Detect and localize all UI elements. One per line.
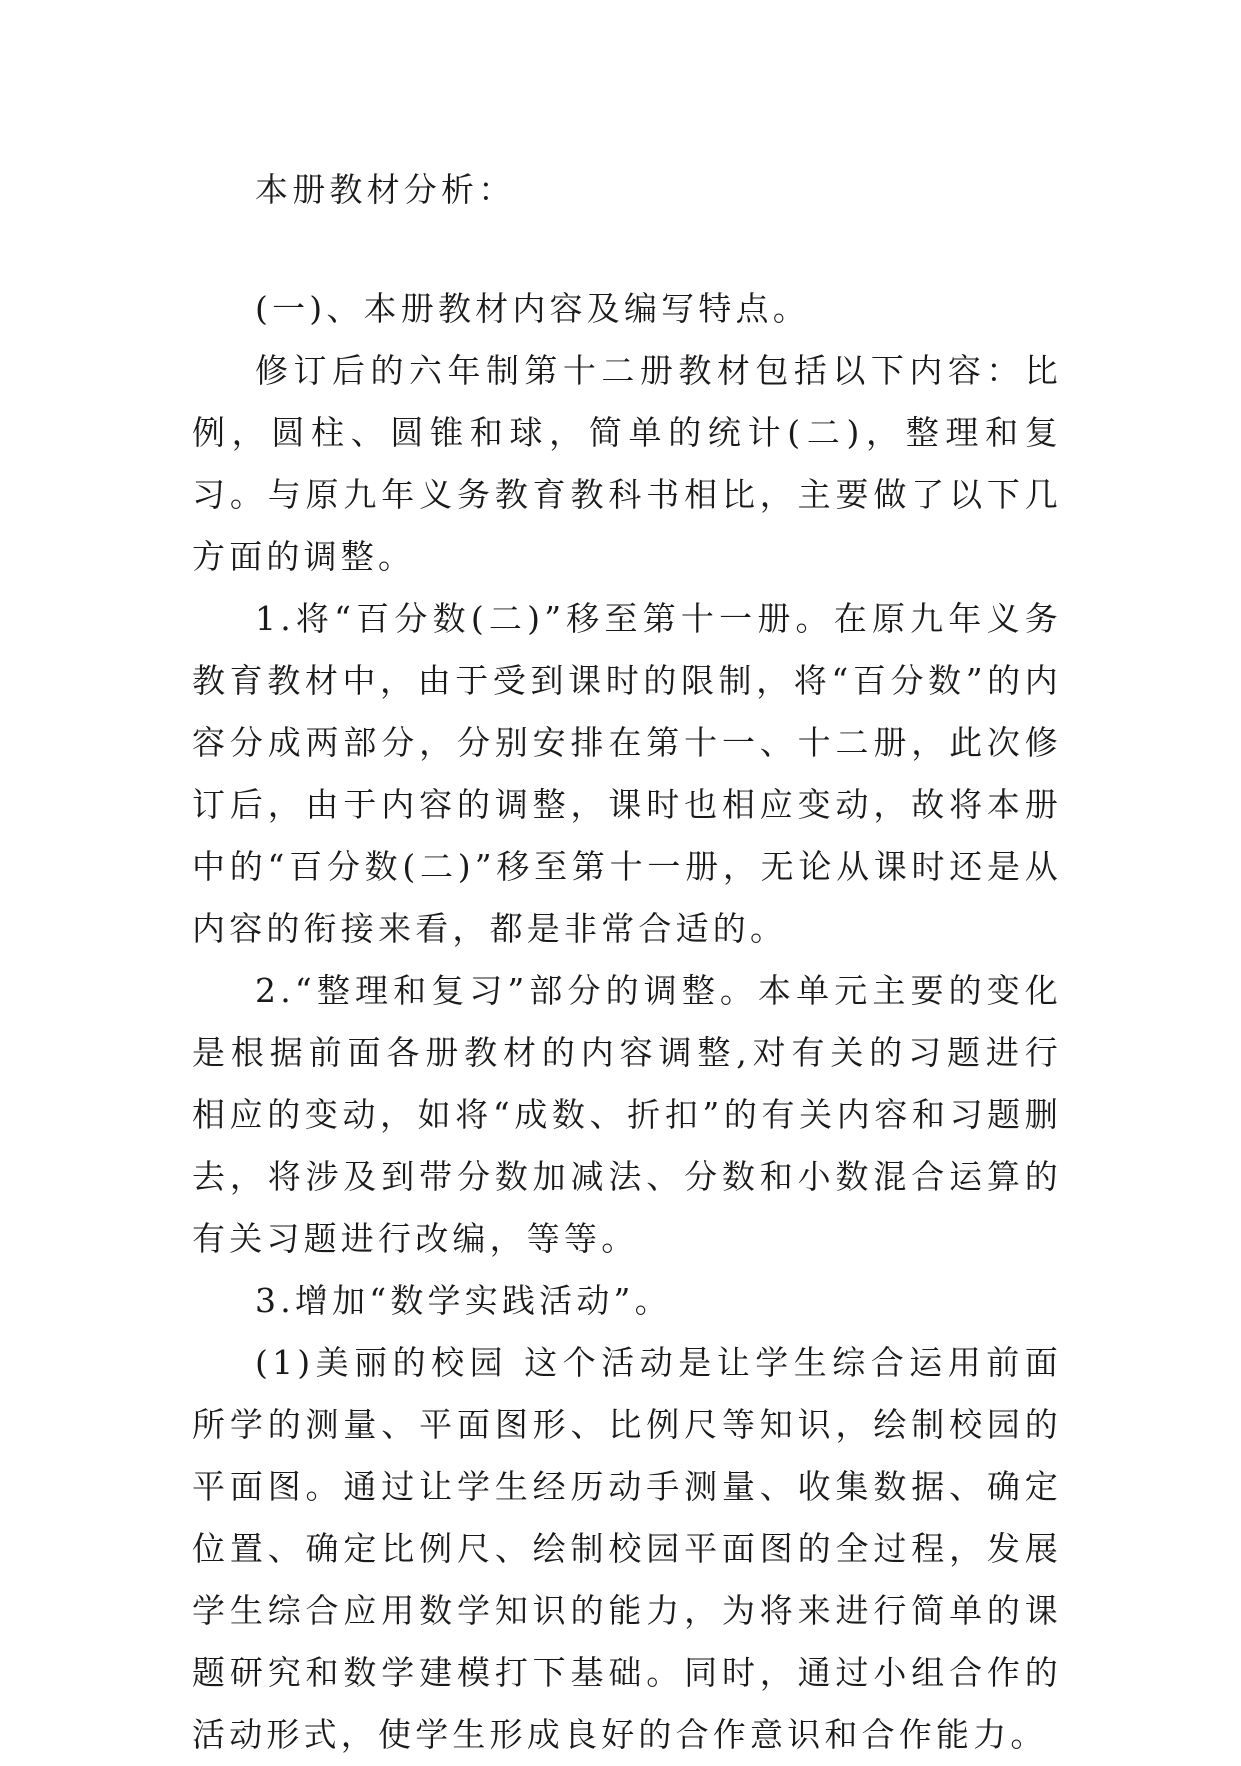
paragraph-item-2: 2.“整理和复习”部分的调整。本单元主要的变化是根据前面各册教材的内容调整,对有关的习题进行相应的变动，如将“成数、折扣”的有关内容和习题删去，将涉及到带分数加减法、分数和小数混合运算的有关习题进行改编，等等。 [192, 971, 1062, 1258]
paragraph-subitem-1: (1)美丽的校园 这个活动是让学生综合运用前面所学的测量、平面图形、比例尺等知识，绘制校园的平面图。通过让学生经历动手测量、收集数据、确定位置、确定比例尺、绘制校园平面图的全过程，发展学生综合应用数学知识的能力，为将来进行简单的课题研究和数学建模打下基础。同时，通过小组合作的活动形式，使学生形成良好的合作意识和合作能力。 [192, 1343, 1062, 1754]
section-title: (一)、本册教材内容及编写特点。 [255, 289, 810, 328]
paragraph-item-1: 1.将“百分数(二)”移至第十一册。在原九年义务教育教材中，由于受到课时的限制，将“百分数”的内容分成两部分，分别安排在第十一、十二册，此次修订后，由于内容的调整，课时也相应变动，故将本册中的“百分数(二)”移至第十一册，无论从课时还是从内容的衔接来看，都是非常合适的。 [192, 599, 1062, 948]
document-body [192, 340, 1062, 1766]
document-heading: 本册教材分析： [255, 170, 516, 209]
paragraph-intro: 修订后的六年制第十二册教材包括以下内容：比例，圆柱、圆锥和球，简单的统计(二)，整理和复习。与原九年义务教育教科书相比，主要做了以下几方面的调整。 [192, 351, 1062, 576]
paragraph-item-3: 3.增加“数学实践活动”。 [255, 1281, 672, 1320]
